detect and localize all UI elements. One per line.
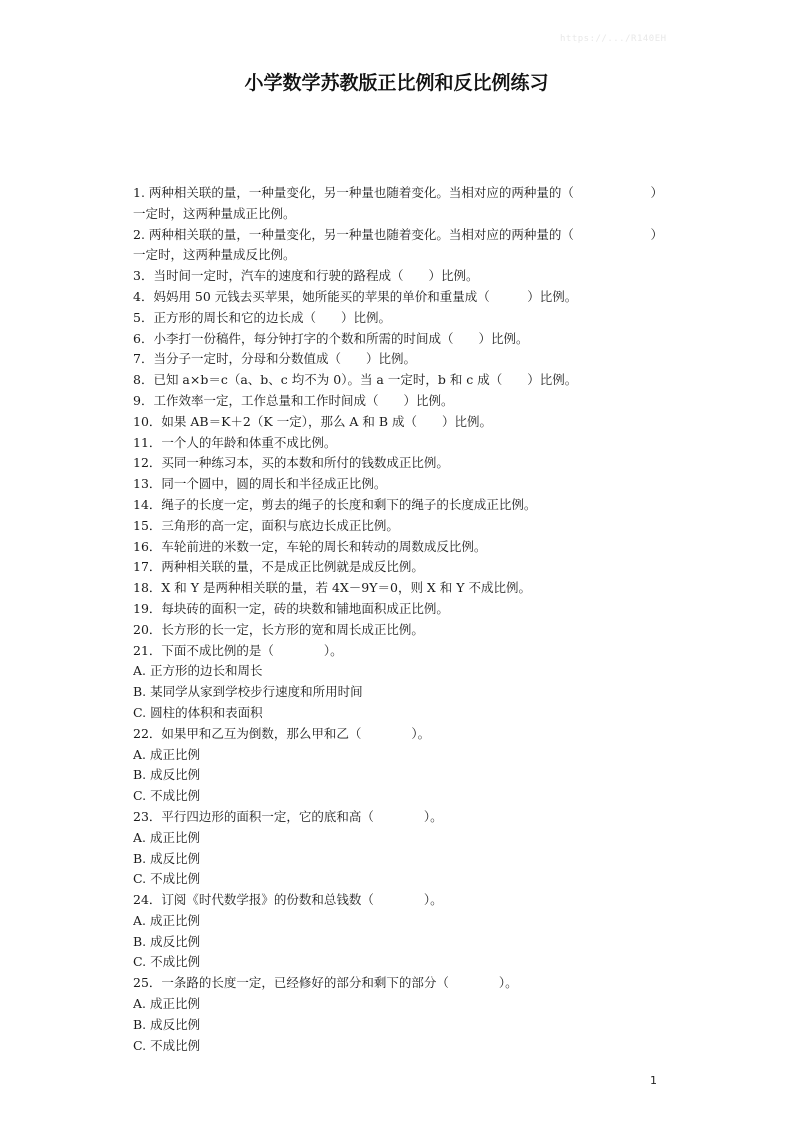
question-line: 20．长方形的长一定，长方形的宽和周长成正比例。 (133, 621, 424, 637)
page-number: 1 (650, 1074, 657, 1087)
question-line: 18．X 和 Y 是两种相关联的量，若 4X－9Y＝0，则 X 和 Y 不成比例。 (133, 580, 532, 596)
page-title: 小学数学苏教版正比例和反比例练习 (244, 72, 549, 94)
question-line: 11．一个人的年龄和体重不成比例。 (133, 434, 337, 450)
question-line: 3．当时间一定时，汽车的速度和行驶的路程成（ ）比例。 (133, 268, 479, 284)
answer-option: C. 不成比例 (133, 871, 201, 887)
question-line: 25．一条路的长度一定，已经修好的部分和剩下的部分（ ）。 (133, 975, 518, 991)
answer-option: A. 成正比例 (133, 746, 200, 762)
answer-option: B. 成反比例 (133, 850, 201, 866)
answer-option: A. 成正比例 (133, 829, 200, 845)
answer-option: B. 成反比例 (133, 1016, 201, 1032)
question-1-line-1 (133, 183, 663, 204)
answer-option: B. 成反比例 (133, 933, 201, 949)
exercise-list (133, 183, 663, 1056)
question-line: 19．每块砖的面积一定，砖的块数和铺地面积成正比例。 (133, 600, 449, 616)
question-line: 23．平行四边形的面积一定，它的底和高（ ）。 (133, 808, 443, 824)
question-line: 5．正方形的周长和它的边长成（ ）比例。 (133, 309, 391, 325)
question-line: 15．三角形的高一定，面积与底边长成正比例。 (133, 517, 399, 533)
question-1-text: 1. 两种相关联的量，一种量变化，另一种量也随着变化。当相对应的两种量的（ (133, 185, 574, 200)
answer-option: C. 圆柱的体积和表面积 (133, 704, 263, 720)
question-line: 10．如果 AB＝K＋2（K 一定），那么 A 和 B 成（ ）比例。 (133, 413, 493, 429)
question-line: 17．两种相关联的量，不是成正比例就是成反比例。 (133, 559, 424, 575)
question-lines (133, 266, 663, 1056)
answer-option: A. 成正比例 (133, 912, 200, 928)
question-2-blank-close: ） (650, 226, 663, 242)
answer-option: A. 正方形的边长和周长 (133, 663, 263, 679)
question-line: 13．同一个圆中，圆的周长和半径成正比例。 (133, 476, 387, 492)
answer-option: B. 成反比例 (133, 767, 201, 783)
question-line: 21．下面不成比例的是（ ）。 (133, 642, 343, 658)
question-line: 4．妈妈用 50 元钱去买苹果，她所能买的苹果的单价和重量成（ ）比例。 (133, 288, 578, 304)
answer-option: C. 不成比例 (133, 788, 201, 804)
question-line: 7．当分子一定时，分母和分数值成（ ）比例。 (133, 351, 416, 367)
question-line: 14．绳子的长度一定，剪去的绳子的长度和剩下的绳子的长度成正比例。 (133, 496, 537, 512)
question-1-blank-close: ） (650, 185, 663, 200)
answer-option: A. 成正比例 (133, 996, 200, 1012)
question-1-line-2: 一定时，这两种量成正比例。 (133, 205, 296, 221)
answer-option: C. 不成比例 (133, 1037, 201, 1053)
watermark-text: https://.../R140EH (560, 34, 667, 44)
question-line: 6．小李打一份稿件，每分钟打字的个数和所需的时间成（ ）比例。 (133, 330, 529, 346)
question-line: 24．订阅《时代数学报》的份数和总钱数（ ）。 (133, 892, 443, 908)
answer-option: B. 某同学从家到学校步行速度和所用时间 (133, 684, 363, 700)
question-line: 16．车轮前进的米数一定，车轮的周长和转动的周数成反比例。 (133, 538, 487, 554)
question-2-line-1 (133, 225, 663, 246)
question-line: 8．已知 a×b＝c（a、b、c 均不为 0）。当 a 一定时，b 和 c 成（ ）比例。 (133, 372, 578, 388)
question-line: 9．工作效率一定，工作总量和工作时间成（ ）比例。 (133, 392, 454, 408)
question-line: 12．买同一种练习本，买的本数和所付的钱数成正比例。 (133, 455, 449, 471)
question-2-line-2: 一定时，这两种量成反比例。 (133, 247, 296, 263)
answer-option: C. 不成比例 (133, 954, 201, 970)
question-line: 22．如果甲和乙互为倒数，那么甲和乙（ ）。 (133, 725, 431, 741)
question-2-text: 2. 两种相关联的量，一种量变化，另一种量也随着变化。当相对应的两种量的（ (133, 226, 574, 242)
